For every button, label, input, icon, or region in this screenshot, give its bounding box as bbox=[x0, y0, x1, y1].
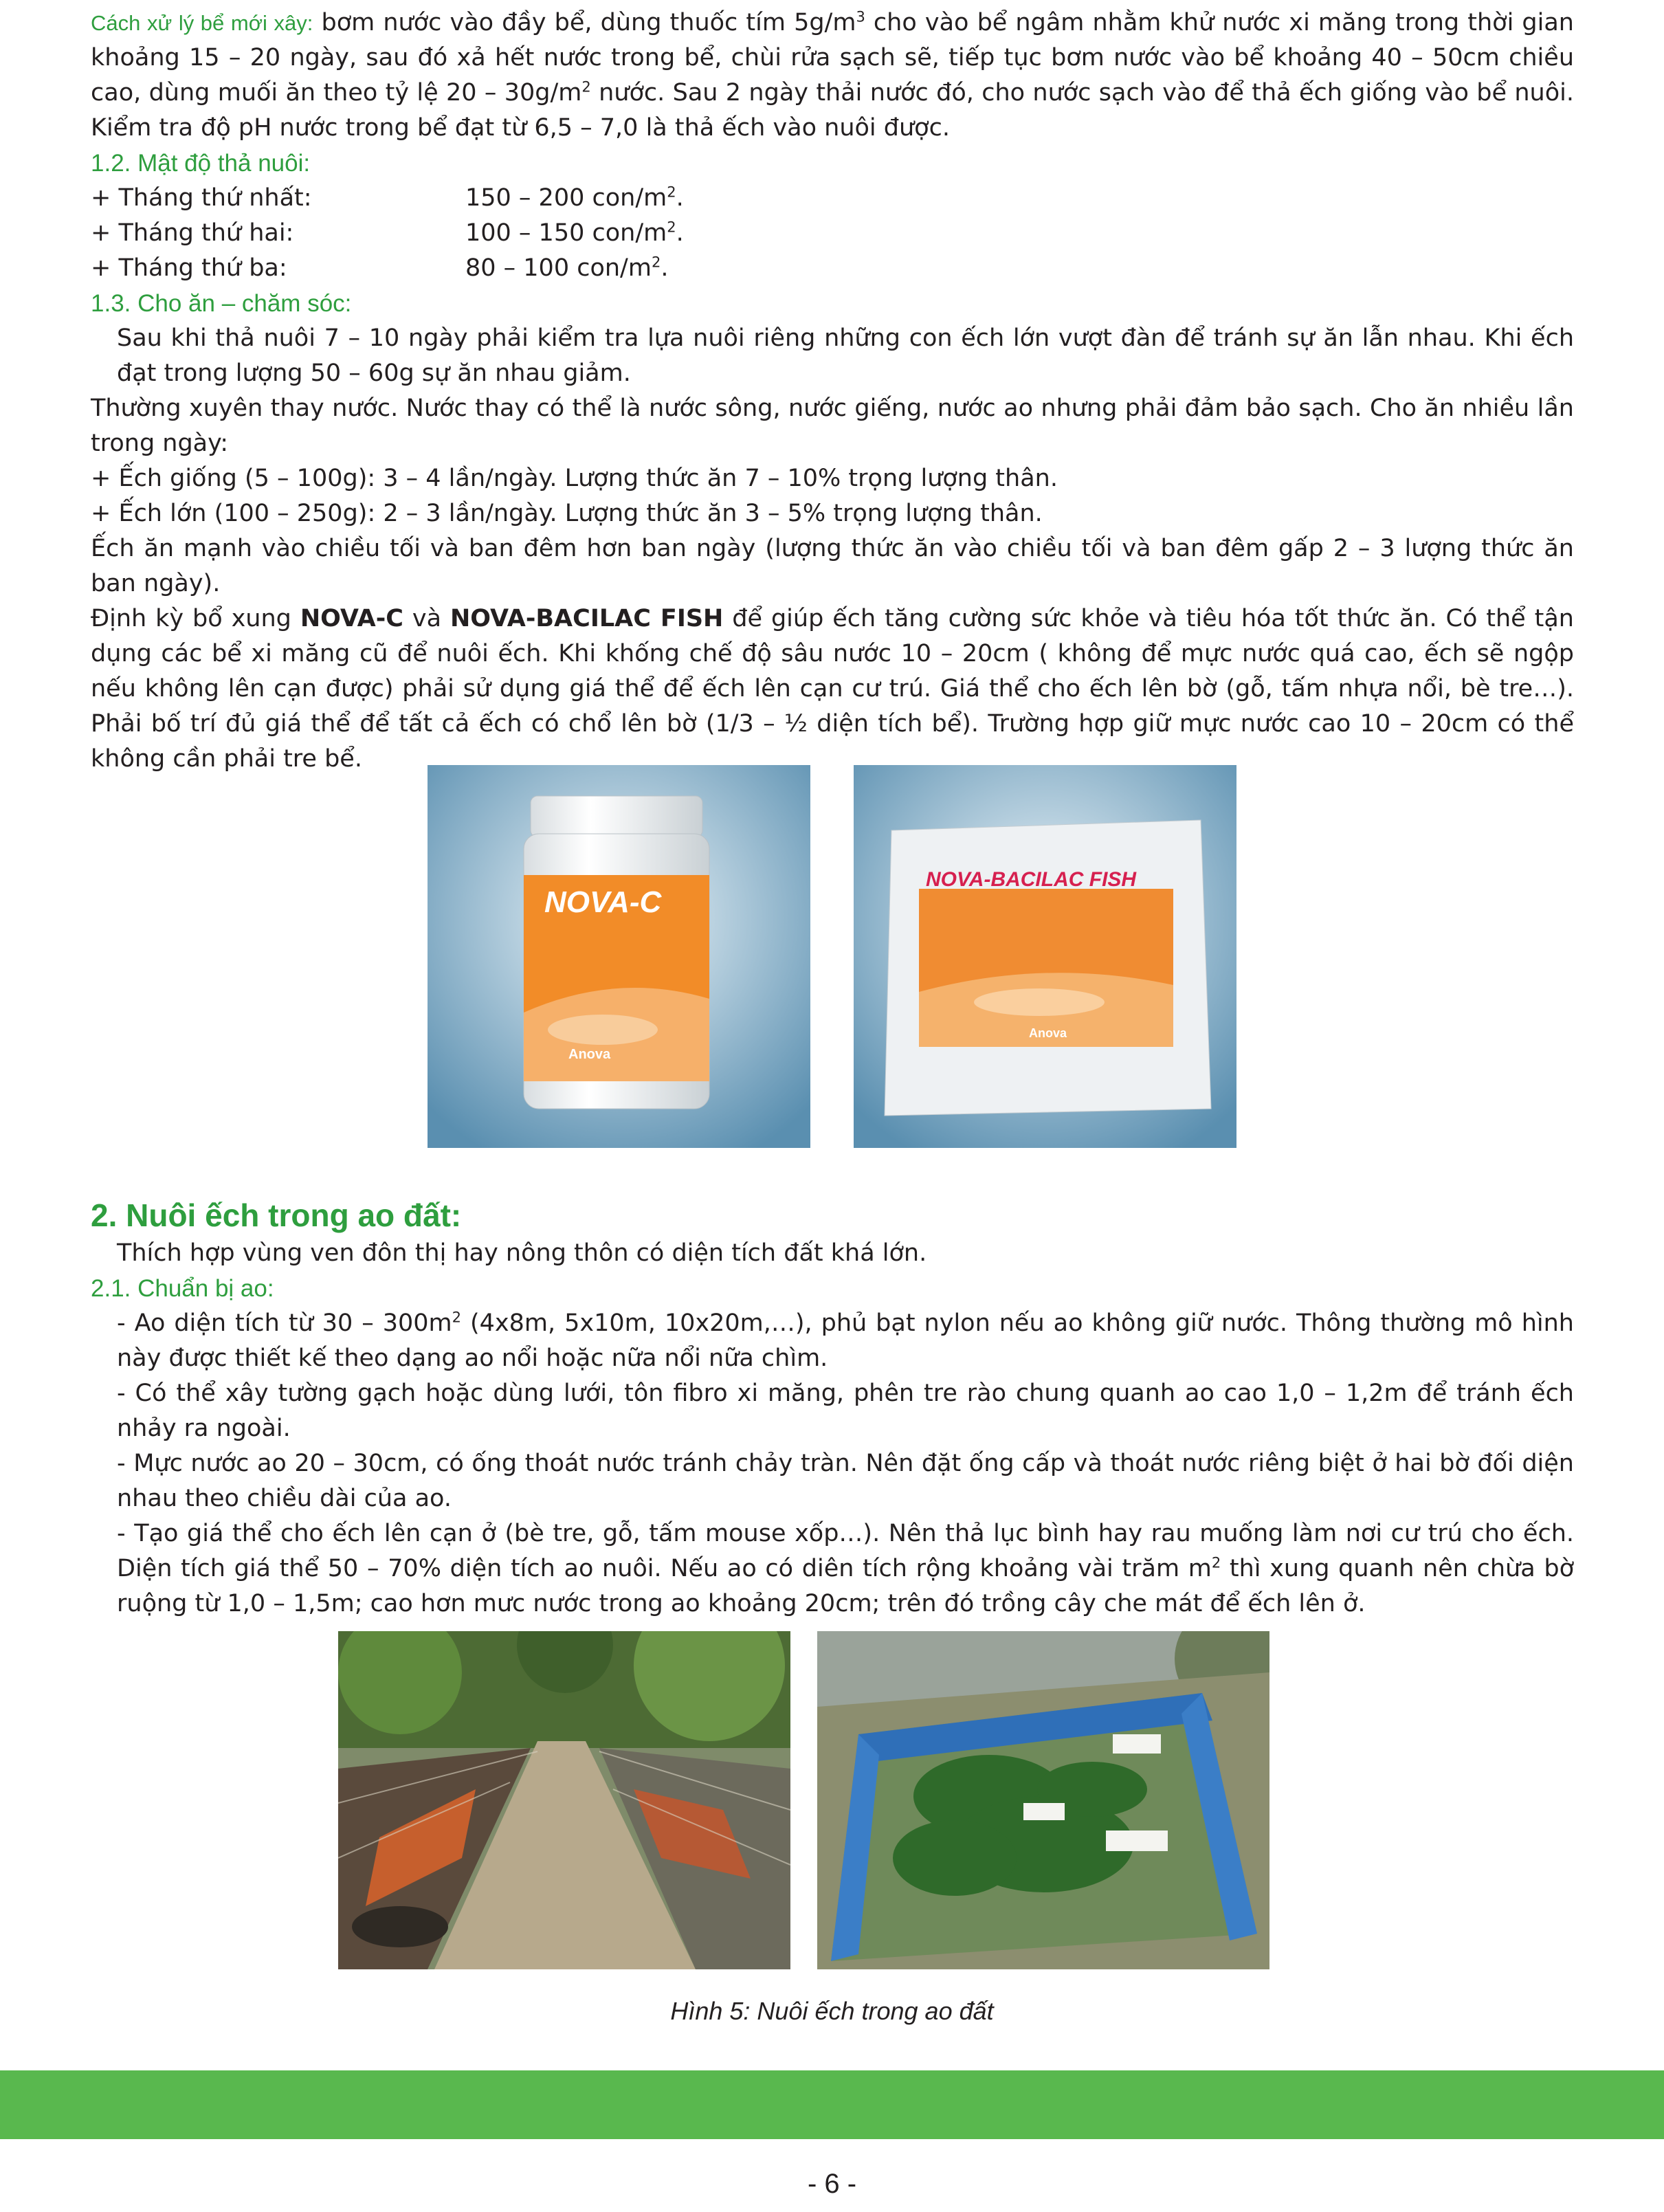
heading-2-1: 2.1. Chuẩn bị ao: bbox=[91, 1275, 274, 1302]
pond-bullet-2: - Có thể xây tường gạch hoặc dùng lưới, tôn fibro xi măng, phên tre rào chung quanh ao cao 1,0 – 1,2m để tránh ếch nhảy ra ngoài. bbox=[117, 1380, 1574, 1442]
paragraph-feeding-5: Ếch ăn mạnh vào chiều tối và ban đêm hơn ban ngày (lượng thức ăn vào chiều tối và ban đêm gấp 2 – 3 lượng thức ăn ban ngày). bbox=[91, 535, 1574, 597]
heading-1-2: 1.2. Mật độ thả nuôi: bbox=[91, 150, 311, 177]
bag-brand-logo: Anova bbox=[1029, 1026, 1067, 1040]
jar-label: NOVA-C bbox=[544, 885, 662, 919]
section-2-text bbox=[91, 1195, 1574, 1622]
paragraph-feeding-2: Thường xuyên thay nước. Nước thay có thể là nước sông, nước giếng, nước ao nhưng phải đảm bảo sạch. Cho ăn nhiều lần trong ngày: bbox=[91, 395, 1574, 457]
pond-bullet-1: - Ao diện tích từ $30 - 300m^2$ (4x8m, 5x10m, 10x20m,…), phủ bạt nylon nếu ao không giữ nước. Thông thường mô hình này được thiết kế theo dạng ao nổi hoặc nữa nổi nữa chìm. bbox=[117, 1309, 1574, 1372]
paragraph-feeding-4: + Ếch lớn (100 – 250g): 2 – 3 lần/ngày. Lượng thức ăn 3 – 5% trọng lượng thân. bbox=[91, 500, 1043, 527]
paragraph-feeding-3: + Ếch giống (5 – 100g): 3 – 4 lần/ngày. Lượng thức ăn 7 – 10% trọng lượng thân. bbox=[91, 465, 1058, 492]
paragraph-feeding-1: Sau khi thả nuôi 7 – 10 ngày phải kiểm tra lựa nuôi riêng những con ếch lớn vượt đàn để tránh sự ăn lẫn nhau. Khi ếch đạt trong lượng 50 – 60g sự ăn nhau giảm. bbox=[117, 324, 1574, 387]
density-row-1: + Tháng thứ nhất: 150 – 200 con/$m^2$. bbox=[91, 184, 684, 212]
density-row-2: + Tháng thứ hai: 100 – 150 con/$m^2$. bbox=[91, 219, 684, 247]
intro-paragraph: Cách xử lý bể mới xây: bơm nước vào đầy bể, dùng thuốc tím $5g/m^3$ cho vào bể ngâm nhằm khử nước xi măng trong thời gian khoảng 15 – 20 ngày, sau đó xả hết nước trong bể, chùi rửa sạch sẽ, tiếp tục bơm nước vào bể khoảng 40 – 50cm chiều cao, dùng muối ăn theo tỷ lệ $20 - 30g/m^2$ nước. Sau 2 ngày thải nước đó, cho nước sạch vào để thả ếch giống vào bể nuôi. Kiểm tra độ pH nước trong bể đạt từ 6,5 – 7,0 là thả ếch vào nuôi được. bbox=[91, 8, 1574, 142]
page-number: - 6 - bbox=[807, 2169, 857, 2199]
nova-c-jar-photo bbox=[428, 765, 810, 1148]
heading-2: 2. Nuôi ếch trong ao đất: bbox=[91, 1197, 462, 1233]
nova-bacilac-fish-bag-photo bbox=[854, 765, 1236, 1148]
section-1-text bbox=[91, 5, 1574, 777]
earthen-pond-path-photo bbox=[338, 1631, 790, 1969]
heading-1-3: 1.3. Cho ăn – chăm sóc: bbox=[91, 290, 352, 317]
paragraph-feeding-6: Định kỳ bổ xung NOVA-C và NOVA-BACILAC FISH để giúp ếch tăng cường sức khỏe và tiêu hóa tốt thức ăn. Có thể tận dụng các bể xi măng cũ để nuôi ếch. Khi khống chế độ sâu nước 10 – 20cm ( không để mực nước quá cao, ếch sẽ ngộp nếu không lên cạn được) phải sử dụng giá thể để ếch lên cạn cư trú. Giá thể cho ếch lên bờ (gỗ, tấm nhựa nổi, bè tre…). Phải bố trí đủ giá thể để tất cả ếch có chổ lên bờ (1/3 – ½ diện tích bể). Trường hợp giữ mực nước cao 10 – 20cm có thể không cần phải tre bể. bbox=[91, 605, 1574, 773]
intro-label: Cách xử lý bể mới xây: bbox=[91, 11, 313, 35]
figure-caption: Hình 5: Nuôi ếch trong ao đất bbox=[670, 1997, 994, 2025]
section-2-intro: Thích hợp vùng ven đôn thị hay nông thôn có diện tích đất khá lớn. bbox=[117, 1239, 927, 1267]
density-row-3: + Tháng thứ ba: 80 – 100 con/$m^2$. bbox=[91, 254, 669, 282]
bag-label: NOVA-BACILAC FISH bbox=[926, 868, 1137, 891]
footer-band bbox=[0, 2070, 1664, 2139]
jar-brand-logo: Anova bbox=[568, 1047, 611, 1062]
tarp-lined-pond-photo bbox=[817, 1631, 1269, 1969]
pond-bullet-3: - Mực nước ao 20 – 30cm, có ống thoát nước tránh chảy tràn. Nên đặt ống cấp và thoát nước riêng biệt ở hai bờ đối diện nhau theo chiều dài của ao. bbox=[117, 1450, 1574, 1512]
pond-bullet-4: - Tạo giá thể cho ếch lên cạn ở (bè tre, gỗ, tấm mouse xốp…). Nên thả lục bình hay rau muống làm nơi cư trú cho ếch. Diện tích giá thể 50 – 70% diện tích ao nuôi. Nếu ao có diên tích rộng khoảng vài trăm $m^2$ thì xung quanh nên chừa bờ ruộng từ 1,0 – 1,5m; cao hơn mưc nước trong ao khoảng 20cm; trên đó trồng cây che mát để ếch lên ở. bbox=[117, 1520, 1574, 1617]
